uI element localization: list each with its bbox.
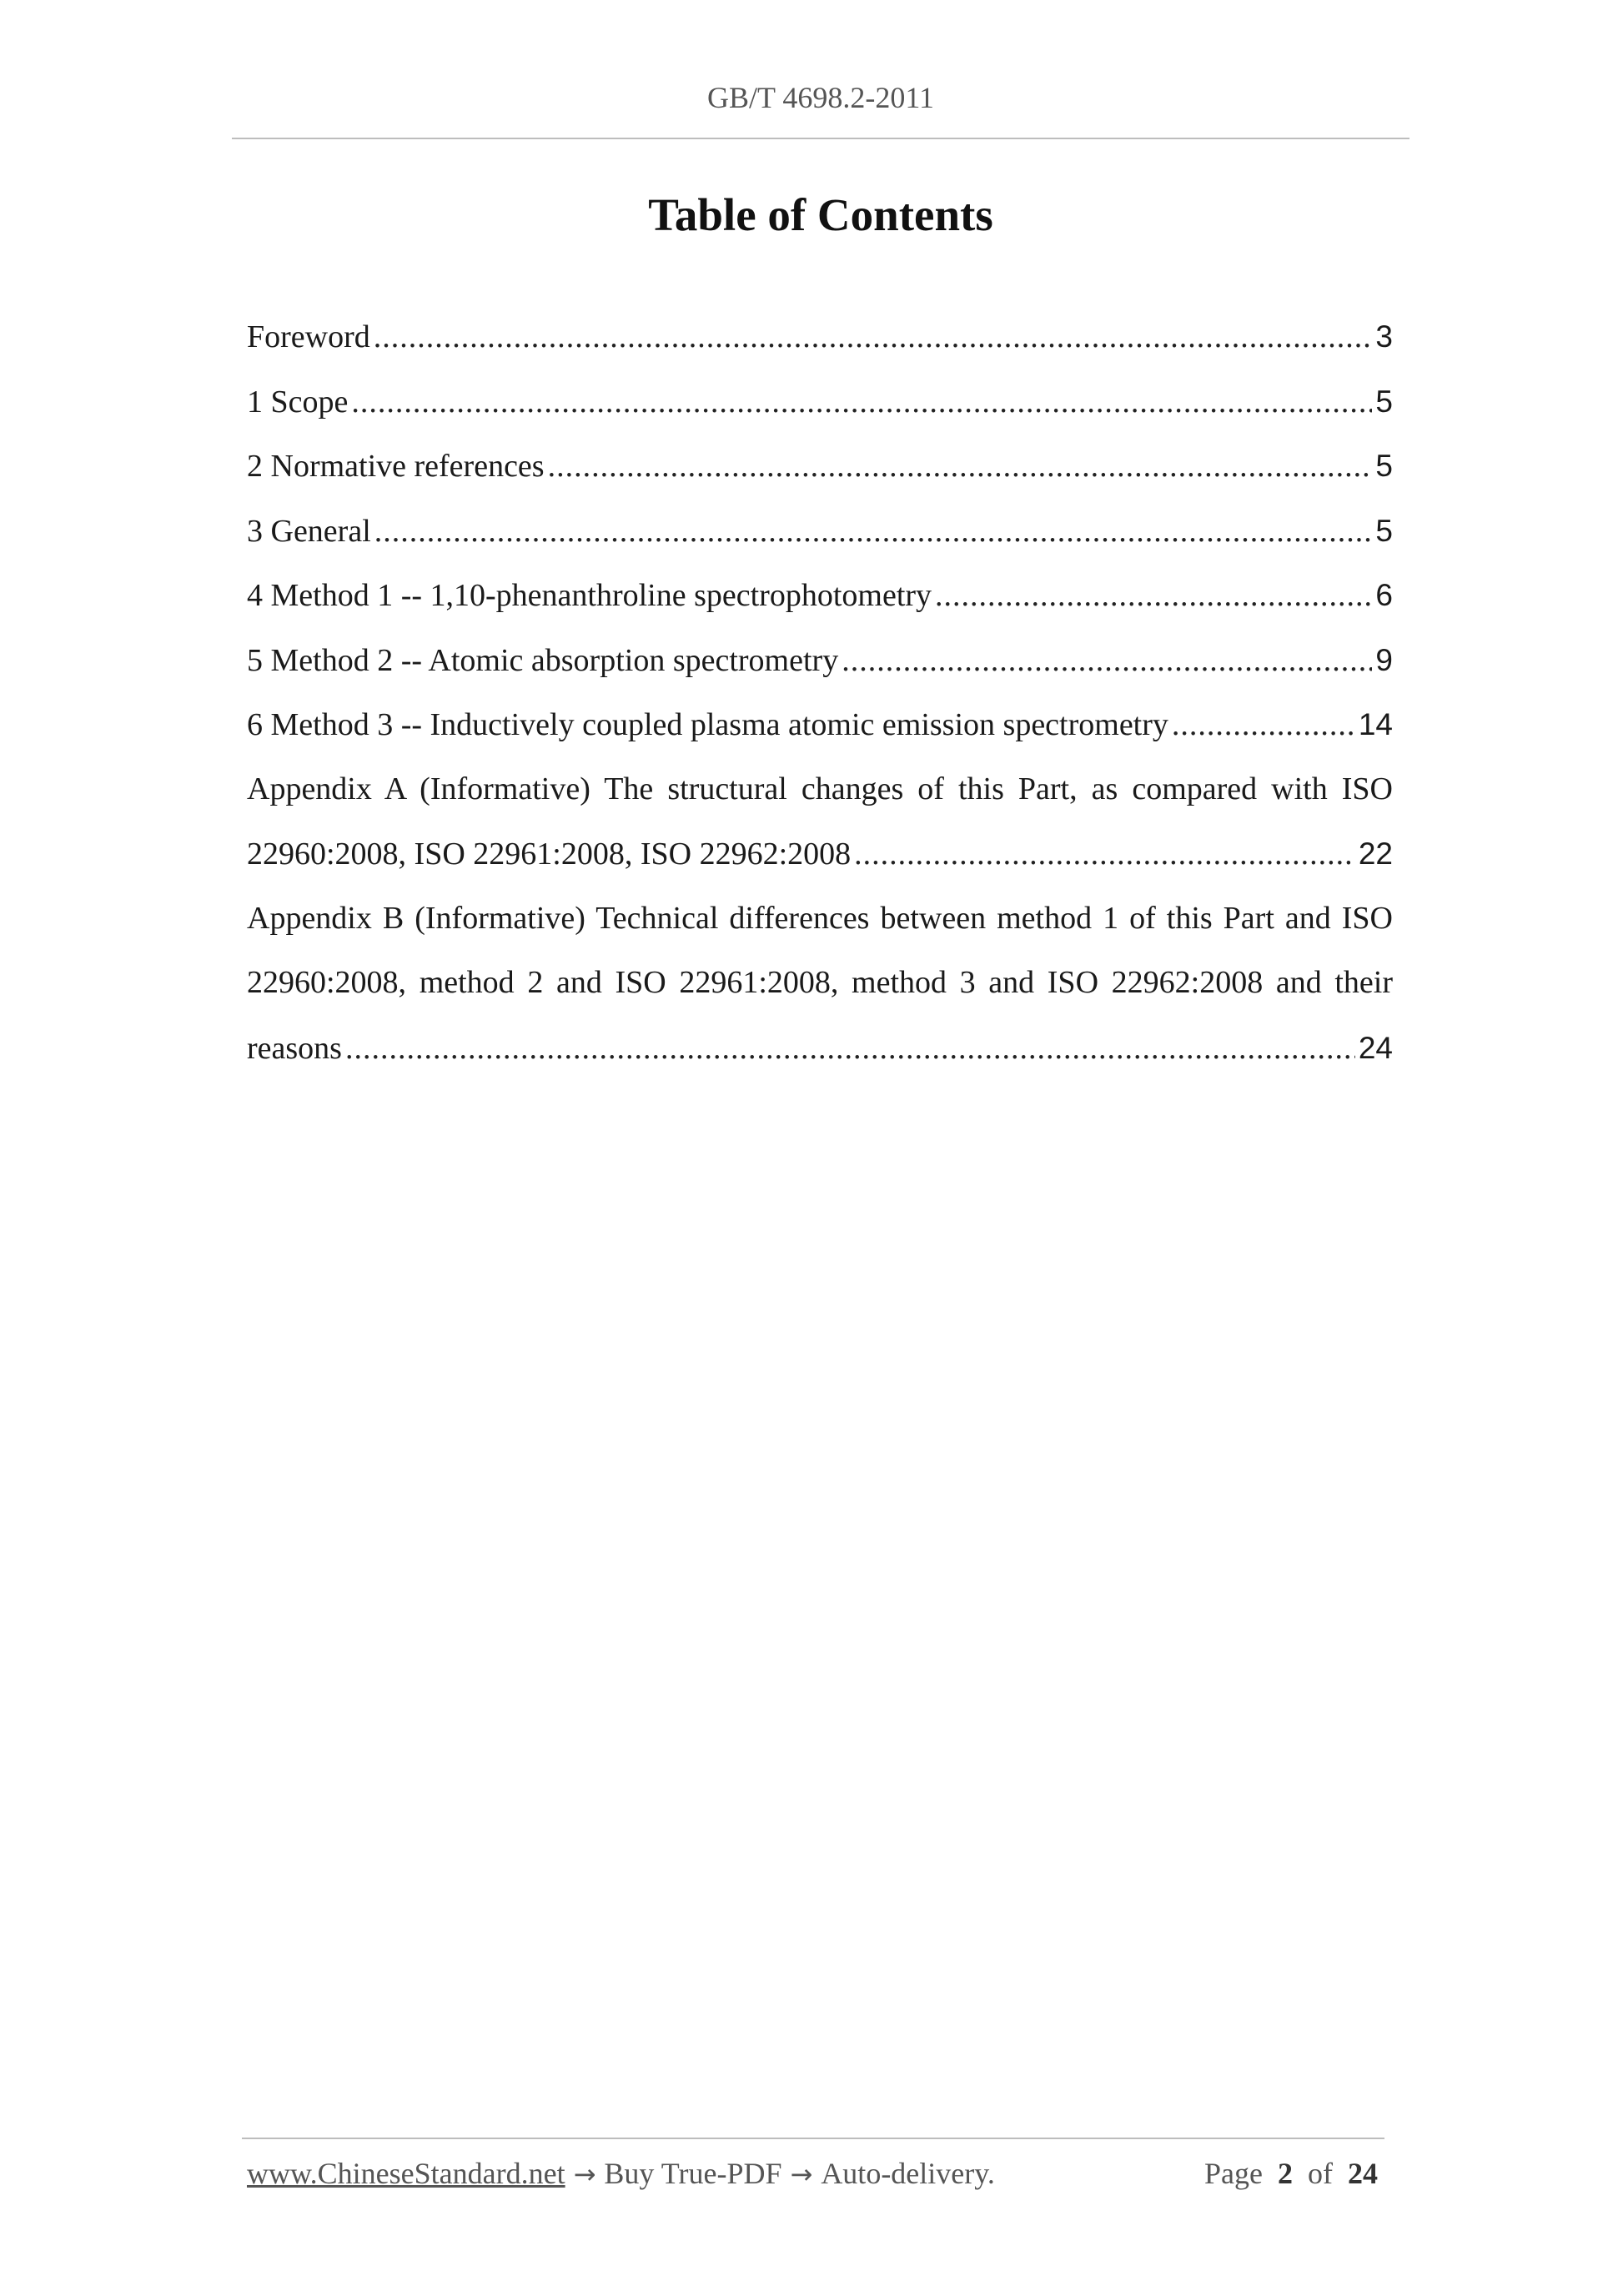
arrow-right-icon: → xyxy=(573,2158,596,2190)
table-of-contents xyxy=(247,304,1393,1080)
dot-leader xyxy=(935,564,1372,629)
toc-entry-title: 2 Normative references xyxy=(247,449,545,484)
toc-entry-title-line: Appendix B (Informative) Technical differences between method 1 of this Part and ISO xyxy=(247,900,1393,936)
page-footer xyxy=(247,2156,1378,2191)
toc-entry-normative-references[interactable] xyxy=(247,434,1393,499)
toc-heading: Table of Contents xyxy=(648,189,993,240)
toc-entry-general[interactable] xyxy=(247,499,1393,564)
dot-leader xyxy=(854,822,1355,887)
toc-entry-method-2[interactable] xyxy=(247,628,1393,693)
header-divider xyxy=(232,138,1409,139)
toc-entry-page: 5 xyxy=(1375,384,1393,419)
toc-entry-page: 5 xyxy=(1375,513,1393,548)
toc-entry-appendix-b[interactable] xyxy=(247,887,1393,1081)
toc-entry-page: 24 xyxy=(1358,1030,1393,1065)
toc-entry-title-line: Appendix A (Informative) The structural changes of this Part, as compared with ISO xyxy=(247,771,1393,806)
toc-entry-title: 3 General xyxy=(247,513,371,549)
toc-entry-foreword[interactable] xyxy=(247,304,1393,369)
dot-leader xyxy=(374,500,1373,565)
dot-leader xyxy=(345,1017,1355,1082)
toc-entry-page: 14 xyxy=(1358,707,1393,741)
toc-entry-page: 9 xyxy=(1375,642,1393,677)
dot-leader xyxy=(374,305,1373,370)
toc-entry-page: 22 xyxy=(1358,837,1393,871)
toc-entry-title-line: reasons xyxy=(247,1030,342,1066)
footer-divider xyxy=(242,2138,1384,2139)
dot-leader xyxy=(842,629,1372,694)
toc-entry-title: 1 Scope xyxy=(247,384,349,420)
document-code: GB/T 4698.2-2011 xyxy=(706,81,934,114)
toc-entry-page: 5 xyxy=(1375,449,1393,483)
toc-entry-appendix-a[interactable] xyxy=(247,757,1393,887)
dot-leader xyxy=(548,435,1373,500)
of-label: of xyxy=(1308,2157,1333,2190)
toc-entry-title: Foreword xyxy=(247,319,370,354)
page-counter xyxy=(1204,2156,1378,2191)
toc-entry-scope[interactable] xyxy=(247,369,1393,435)
total-pages-number: 24 xyxy=(1348,2157,1378,2190)
footer-promo xyxy=(247,2156,995,2191)
arrow-right-icon: → xyxy=(790,2158,813,2190)
website-link[interactable]: www.ChineseStandard.net xyxy=(247,2157,565,2190)
toc-entry-page: 6 xyxy=(1375,578,1393,612)
toc-entry-method-1[interactable] xyxy=(247,563,1393,628)
toc-entry-title: 4 Method 1 -- 1,10-phenanthroline spectrophotometry xyxy=(247,578,932,613)
page-label: Page xyxy=(1204,2157,1263,2190)
auto-delivery-text: Auto-delivery. xyxy=(821,2157,995,2190)
dot-leader xyxy=(1172,693,1355,758)
toc-entry-method-3[interactable] xyxy=(247,692,1393,757)
toc-entry-title: 5 Method 2 -- Atomic absorption spectrometry xyxy=(247,642,839,678)
toc-entry-title-line: 22960:2008, method 2 and ISO 22961:2008, method 3 and ISO 22962:2008 and their xyxy=(247,965,1393,1000)
toc-entry-title-line: 22960:2008, ISO 22961:2008, ISO 22962:2008 xyxy=(247,837,852,872)
toc-entry-title: 6 Method 3 -- Inductively coupled plasma atomic emission spectrometry xyxy=(247,707,1168,742)
buy-pdf-text: Buy True-PDF xyxy=(604,2157,782,2190)
current-page-number: 2 xyxy=(1278,2157,1293,2190)
dot-leader xyxy=(351,370,1372,435)
toc-entry-page: 3 xyxy=(1375,319,1393,354)
